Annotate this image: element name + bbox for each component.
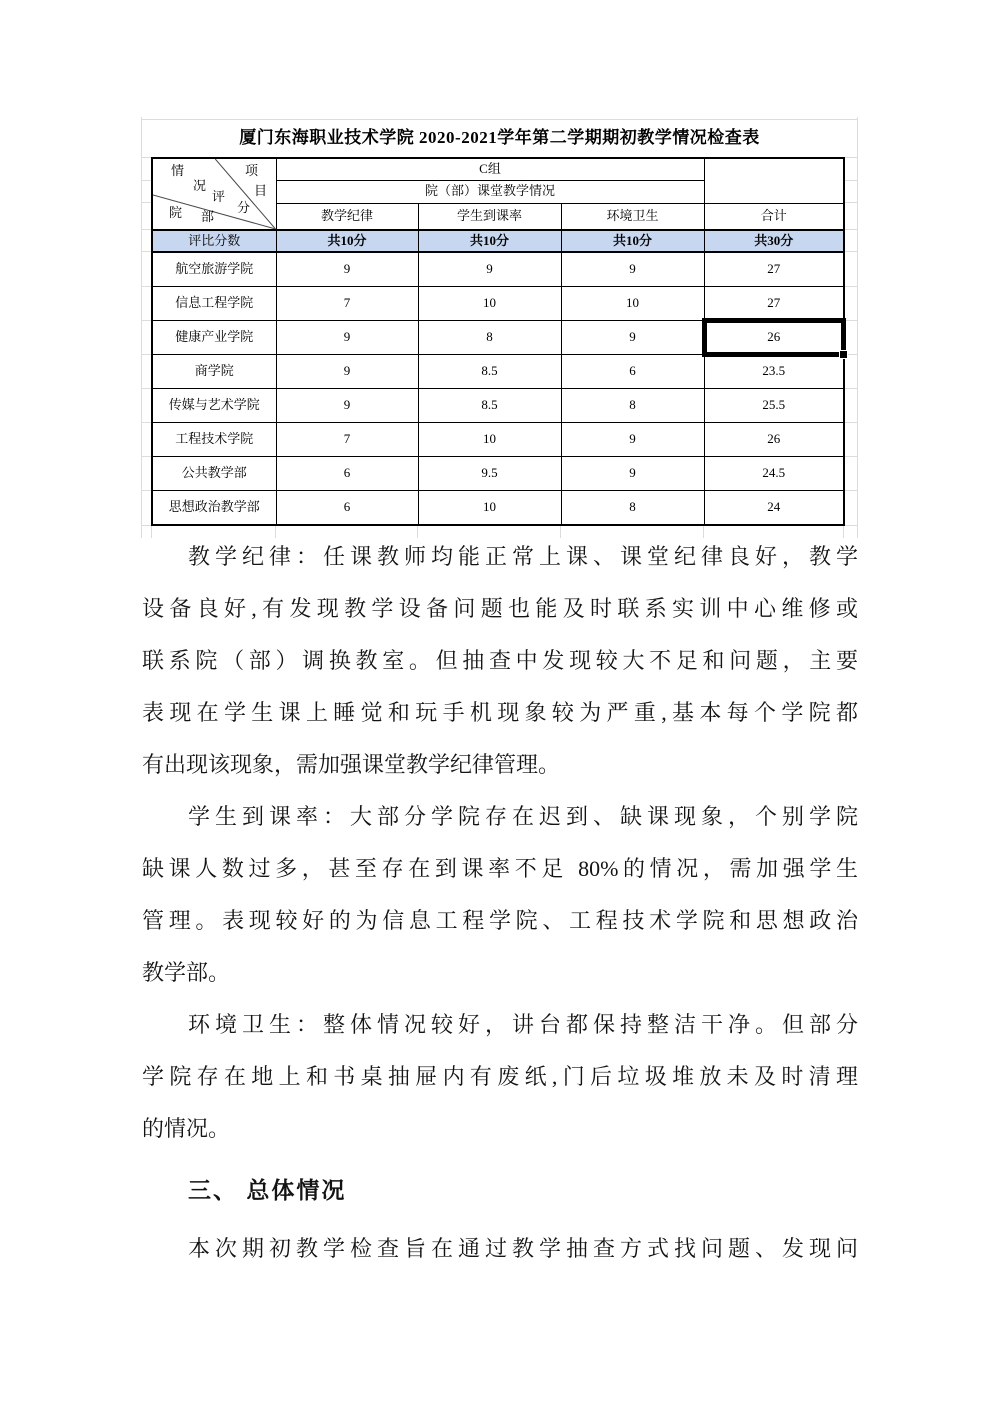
score-cell[interactable]: 6: [561, 355, 704, 389]
table-row: [152, 287, 844, 321]
department-cell[interactable]: 公共教学部: [152, 457, 276, 491]
corner-label-situation-char: 情: [171, 163, 185, 178]
faint-gridline: [845, 525, 858, 526]
score-cell[interactable]: 10: [418, 287, 561, 321]
faint-gridline: [141, 354, 151, 355]
paragraph: [142, 531, 858, 791]
paragraph-line: 学院存在地上和书桌抽屉内有废纸,门后垃圾堆放未及时清理: [142, 1064, 858, 1089]
table-corner-cell[interactable]: [152, 158, 276, 230]
faint-gridline: [845, 157, 858, 158]
embedded-spreadsheet: [141, 117, 858, 538]
score-cell[interactable]: 9: [561, 252, 704, 287]
table-title: 厦门东海职业技术学院 2020-2021学年第二学期期初教学情况检查表: [239, 128, 760, 147]
paragraph: [142, 1223, 858, 1275]
score-cell[interactable]: 9: [276, 252, 418, 287]
faint-gridline: [845, 251, 858, 252]
corner-label-department-char: 部: [201, 209, 215, 224]
corner-label-score-char: 评: [212, 189, 226, 204]
score-cell[interactable]: 6: [276, 491, 418, 526]
table-row: [152, 457, 844, 491]
paragraph-line: 表现在学生课上睡觉和玩手机现象较为严重,基本每个学院都: [142, 700, 858, 725]
faint-gridline: [141, 456, 151, 457]
faint-gridline: [141, 388, 151, 389]
inspection-table: [151, 157, 845, 526]
score-cell[interactable]: 8: [418, 321, 561, 355]
faint-gridline: [845, 422, 858, 423]
score-cap-cell[interactable]: 共10分: [418, 230, 561, 252]
table-row: [152, 355, 844, 389]
total-cell[interactable]: 26: [704, 423, 844, 457]
faint-gridline: [141, 202, 151, 203]
department-cell[interactable]: 健康产业学院: [152, 321, 276, 355]
empty-corner-cell[interactable]: [704, 158, 844, 203]
department-cell[interactable]: 信息工程学院: [152, 287, 276, 321]
faint-gridline: [845, 490, 858, 491]
department-cell[interactable]: 工程技术学院: [152, 423, 276, 457]
table-row: [152, 321, 844, 355]
faint-gridline: [845, 320, 858, 321]
score-cell[interactable]: 9.5: [418, 457, 561, 491]
score-cap-cell[interactable]: 共10分: [561, 230, 704, 252]
total-cell[interactable]: 26: [704, 321, 844, 355]
paragraph-line: 联系院（部）调换教室。但抽查中发现较大不足和问题，主要: [142, 648, 858, 673]
paragraph-line: 管理。表现较好的为信息工程学院、工程技术学院和思想政治: [142, 908, 858, 933]
score-cell[interactable]: 8.5: [418, 389, 561, 423]
score-cell[interactable]: 7: [276, 423, 418, 457]
paragraph-line: 本次期初教学检查旨在通过教学抽查方式找问题、发现问: [188, 1236, 858, 1261]
total-cell[interactable]: 24: [704, 491, 844, 526]
paragraph-line: 有出现该现象，需加强课堂教学纪律管理。: [142, 752, 561, 777]
column-header-cell[interactable]: 环境卫生: [561, 203, 704, 230]
corner-label-score-char: 分: [237, 200, 251, 215]
faint-gridline: [845, 202, 858, 203]
score-cap-cell[interactable]: 共30分: [704, 230, 844, 252]
score-cell[interactable]: 10: [418, 491, 561, 526]
paragraphs-section: [142, 531, 858, 1155]
paragraph-line: 缺课人数过多，甚至存在到课率不足 80%的情况，需加强学生: [142, 856, 858, 881]
score-cap-cell[interactable]: 共10分: [276, 230, 418, 252]
score-cell[interactable]: 9: [418, 252, 561, 287]
corner-label-situation-char: 况: [193, 178, 207, 193]
department-cell[interactable]: 商学院: [152, 355, 276, 389]
corner-label-item-char: 项: [245, 163, 259, 178]
table-row: [152, 491, 844, 526]
corner-label-item-char: 目: [254, 183, 268, 198]
column-header-cell[interactable]: 学生到课率: [418, 203, 561, 230]
faint-gridline: [141, 251, 151, 252]
faint-gridline: [141, 286, 151, 287]
score-cell[interactable]: 6: [276, 457, 418, 491]
sub-header-cell[interactable]: 院（部）课堂教学情况: [276, 181, 704, 203]
table-row-group-header: [152, 158, 844, 181]
score-row-label-cell[interactable]: 评比分数: [152, 230, 276, 252]
table-row: [152, 423, 844, 457]
department-cell[interactable]: 思想政治教学部: [152, 491, 276, 526]
faint-gridline: [845, 456, 858, 457]
faint-gridline: [141, 157, 151, 158]
faint-gridline: [141, 229, 151, 230]
faint-gridline: [845, 229, 858, 230]
department-cell[interactable]: 航空旅游学院: [152, 252, 276, 287]
score-cell[interactable]: 10: [418, 423, 561, 457]
faint-gridline: [845, 286, 858, 287]
faint-gridline: [845, 180, 858, 181]
score-cell[interactable]: 8: [561, 389, 704, 423]
score-cell[interactable]: 9: [561, 457, 704, 491]
diagonal-header: [153, 159, 276, 229]
fill-handle[interactable]: [839, 350, 848, 359]
table-row-score-caps: [152, 230, 844, 252]
score-cell[interactable]: 9: [561, 321, 704, 355]
column-header-cell[interactable]: 教学纪律: [276, 203, 418, 230]
department-cell[interactable]: 传媒与艺术学院: [152, 389, 276, 423]
total-cell[interactable]: 23.5: [704, 355, 844, 389]
paragraph: [142, 791, 858, 999]
selection-border: [702, 318, 847, 357]
total-cell[interactable]: 25.5: [704, 389, 844, 423]
table-row: [152, 389, 844, 423]
faint-gridline: [141, 180, 151, 181]
score-cell[interactable]: 9: [276, 321, 418, 355]
score-cell[interactable]: 9: [276, 355, 418, 389]
score-cell[interactable]: 8.5: [418, 355, 561, 389]
group-header-cell[interactable]: C组: [276, 158, 704, 181]
faint-gridline: [141, 119, 858, 120]
paragraph-line: 教学纪律：任课教师均能正常上课、课堂纪律良好，教学: [188, 544, 858, 569]
faint-gridline: [141, 320, 151, 321]
total-cell[interactable]: 24.5: [704, 457, 844, 491]
document-text: [142, 531, 858, 1275]
total-cell[interactable]: 27: [704, 287, 844, 321]
faint-gridline: [845, 388, 858, 389]
total-header-cell[interactable]: 合计: [704, 203, 844, 230]
faint-gridline: [141, 490, 151, 491]
paragraph-line: 的情况。: [142, 1116, 231, 1141]
faint-gridline: [141, 525, 151, 526]
score-cell[interactable]: 8: [561, 491, 704, 526]
corner-label-department-char: 院: [169, 205, 183, 220]
paragraph-line: 教学部。: [142, 960, 231, 985]
table-row: [152, 252, 844, 287]
paragraph-line: 环境卫生：整体情况较好，讲台都保持整洁干净。但部分: [188, 1012, 858, 1037]
score-cell[interactable]: 10: [561, 287, 704, 321]
total-cell[interactable]: 27: [704, 252, 844, 287]
score-cell[interactable]: 9: [276, 389, 418, 423]
paragraph-line: 学生到课率：大部分学院存在迟到、缺课现象，个别学院: [188, 804, 858, 829]
faint-gridline: [141, 422, 151, 423]
score-cell[interactable]: 9: [561, 423, 704, 457]
paragraph: [142, 999, 858, 1155]
closing-paragraph-section: [142, 1223, 858, 1275]
score-cell[interactable]: 7: [276, 287, 418, 321]
paragraph-line: 设备良好,有发现教学设备问题也能及时联系实训中心维修或: [142, 596, 858, 621]
section-heading: 三、 总体情况: [188, 1177, 347, 1203]
